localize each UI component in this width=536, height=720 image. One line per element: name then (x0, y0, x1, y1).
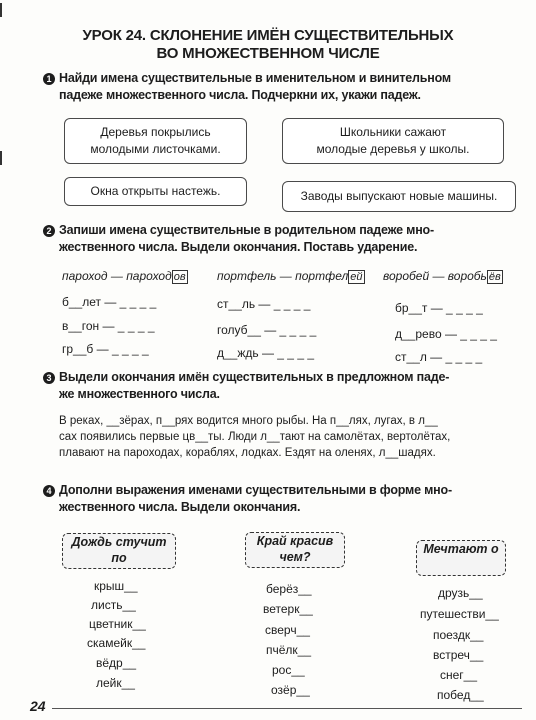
task3-instruction-line2: же множественного числа. (59, 387, 220, 401)
example-word (217, 268, 365, 284)
sentence-card (282, 118, 504, 164)
example-text: портфель — портфел (217, 269, 349, 283)
task1-instruction-line1: Найди имена существительные в именительном и винительном (59, 71, 451, 85)
word-blank: пчёлк__ (266, 643, 312, 657)
word-blank: берёз__ (266, 582, 312, 596)
exercise-item: д__ждь — _ _ _ _ (217, 346, 314, 360)
sentence-text: Окна открыты настежь. (90, 184, 221, 198)
word-blank: крыш__ (94, 579, 138, 593)
task-number-badge: 3 (43, 372, 55, 384)
word-blank: листь__ (91, 598, 136, 612)
task4-instruction-line2: жественного числа. Выдели окончания. (59, 500, 301, 514)
ending-box: ов (173, 271, 186, 283)
exercise-item: б__лет — _ _ _ _ (62, 295, 157, 309)
sentence-card (64, 118, 247, 164)
margin-mark (0, 3, 2, 17)
word-blank: лейк__ (96, 676, 135, 690)
text-paragraph-line: В реках, __зёрах, п__рях водится много рыбы. На п__лях, лугах, в л__ (59, 415, 438, 427)
word-blank: друзь__ (438, 586, 483, 600)
word-blank: рос__ (272, 663, 305, 677)
task-number-badge: 2 (43, 225, 55, 237)
exercise-item: ст__л — _ _ _ _ (395, 350, 483, 364)
task4-instruction-line1: Дополни выражения именами существительными в форме мно- (59, 483, 452, 497)
sentence-text: Деревья покрылись (100, 125, 211, 139)
word-blank: побед__ (437, 688, 484, 702)
exercise-item: голуб__ — _ _ _ _ (217, 323, 317, 337)
word-blank: встреч__ (433, 648, 484, 662)
phrase-tag: Край красив чем? (245, 532, 345, 568)
exercise-item: ст__ль — _ _ _ _ (217, 297, 311, 311)
word-blank: снег__ (440, 668, 478, 682)
footer-rule (52, 708, 522, 709)
task2-instruction-line1: Запиши имена существительные в родительном падеже мно- (59, 223, 434, 237)
word-blank: вёдр__ (96, 656, 137, 670)
sentence-text: Школьники сажают (339, 125, 447, 139)
text-paragraph-line: плавают на пароходах, кораблях, лодках. Ездят на оленях, л__шадях. (59, 447, 436, 459)
example-text: воробей — воробь (383, 269, 487, 283)
word-blank: цветник__ (89, 617, 146, 631)
page-number: 24 (30, 698, 46, 714)
word-blank: ветерк__ (263, 602, 313, 616)
ending-box: ей (350, 271, 363, 283)
task3-instruction-line1: Выдели окончания имён существительных в предложном паде- (59, 370, 450, 384)
lesson-title: УРОК 24. СКЛОНЕНИЕ ИМЁН СУЩЕСТВИТЕЛЬНЫХ (82, 27, 454, 44)
task2-instruction-line2: жественного числа. Выдели окончания. Поставь ударение. (59, 240, 418, 254)
exercise-item: гр__б — _ _ _ _ (62, 342, 149, 356)
margin-mark (0, 151, 2, 165)
word-blank: поездк__ (433, 628, 484, 642)
example-word (383, 268, 503, 284)
phrase-tag: Дождь стучит по (62, 533, 176, 569)
task1-instruction-line2: падеже множественного числа. Подчеркни их, укажи падеж. (59, 88, 421, 102)
exercise-item: в__гон — _ _ _ _ (62, 319, 155, 333)
example-word (62, 268, 188, 284)
ending-box: ёв (488, 271, 501, 283)
word-blank: скамейк__ (87, 636, 146, 650)
sentence-text: Заводы выпускают новые машины. (300, 189, 498, 203)
task-number-badge: 4 (43, 485, 55, 497)
example-text: пароход — пароход (62, 269, 172, 283)
task-number-badge: 1 (43, 73, 55, 85)
sentence-card (64, 177, 247, 206)
sentence-card (282, 181, 516, 212)
phrase-tag: Мечтают о (416, 540, 506, 576)
exercise-item: бр__т — _ _ _ _ (395, 301, 483, 315)
sentence-text: молодые деревья у школы. (316, 142, 470, 156)
lesson-subtitle: ВО МНОЖЕСТВЕННОМ ЧИСЛЕ (156, 45, 380, 62)
word-blank: путешестви__ (420, 607, 499, 621)
word-blank: озёр__ (271, 683, 310, 697)
exercise-item: д__рево — _ _ _ _ (395, 327, 497, 341)
word-blank: сверч__ (265, 623, 310, 637)
text-paragraph-line: сах появились первые цв__ты. Люди л__тают на самолётах, вертолётах, (59, 431, 451, 443)
sentence-text: молодыми листочками. (90, 142, 221, 156)
